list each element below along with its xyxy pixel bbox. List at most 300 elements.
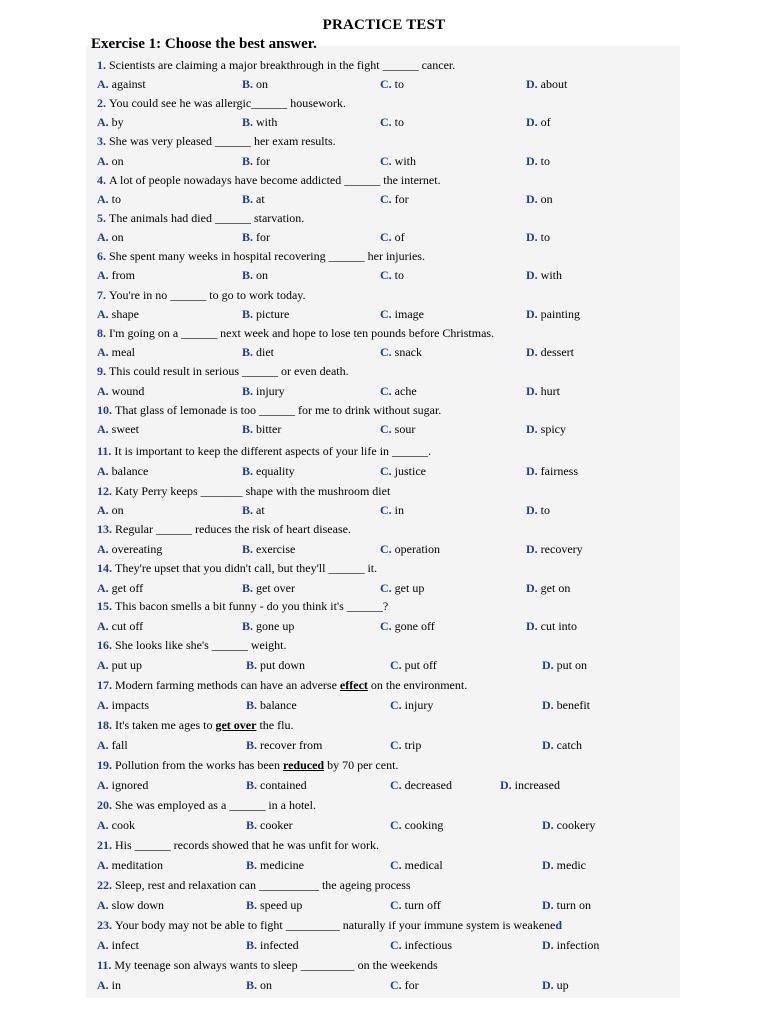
option-c[interactable] (380, 464, 426, 478)
option-d[interactable] (542, 938, 599, 952)
option-a[interactable] (97, 115, 124, 129)
option-text: on (256, 77, 269, 91)
question-number: 23. (97, 918, 115, 932)
question-text: Regular (115, 522, 156, 536)
option-letter: A. (97, 384, 112, 398)
question-text: housework. (287, 96, 346, 110)
question-text: starvation. (250, 211, 305, 225)
option-text: fairness (540, 464, 578, 478)
question-text: cancer. (418, 58, 456, 72)
option-letter: C. (380, 192, 395, 206)
option-c[interactable] (390, 938, 452, 952)
option-b[interactable] (242, 464, 295, 478)
option-text: put up (111, 658, 143, 672)
option-c[interactable] (390, 978, 419, 992)
option-text: infected (260, 938, 299, 952)
option-text: shape (111, 307, 139, 321)
option-a[interactable] (97, 542, 162, 556)
answer-blank: ______ (229, 798, 266, 812)
page-title: PRACTICE TEST (322, 17, 446, 33)
option-a[interactable] (97, 978, 121, 992)
option-letter: D. (526, 619, 541, 633)
question-number: 3. (97, 134, 109, 148)
option-b[interactable] (242, 384, 285, 398)
question-number: 19. (97, 758, 115, 772)
option-d[interactable] (542, 898, 591, 912)
question-number: 14. (97, 561, 115, 575)
question-text: My teenage son always wants to sleep (114, 958, 301, 972)
option-letter: B. (246, 978, 261, 992)
option-letter: B. (242, 422, 257, 436)
option-c[interactable] (380, 154, 416, 168)
option-text: medical (404, 858, 443, 872)
option-text: balance (260, 698, 297, 712)
option-b[interactable] (242, 307, 289, 321)
answer-blank: ______ (214, 134, 251, 148)
question-text: by 70 per cent. (324, 758, 399, 772)
question-number: 21. (97, 838, 115, 852)
option-letter: A. (97, 658, 112, 672)
option-letter: A. (97, 154, 112, 168)
option-text: image (394, 307, 424, 321)
question-text: This bacon smells a bit funny - do you think it's (115, 599, 347, 613)
option-d[interactable] (526, 115, 551, 129)
option-d[interactable] (526, 307, 580, 321)
option-text: justice (394, 464, 426, 478)
question-number: 11. (97, 958, 115, 972)
question-2 (97, 96, 346, 110)
option-letter: C. (390, 858, 405, 872)
option-text: with (256, 115, 278, 129)
option-a[interactable] (97, 154, 124, 168)
option-a[interactable] (97, 658, 142, 672)
option-letter: A. (97, 192, 112, 206)
option-letter: A. (97, 464, 112, 478)
question-21 (97, 838, 379, 852)
option-c[interactable] (380, 115, 404, 129)
option-b[interactable] (242, 619, 294, 633)
option-text: put off (404, 658, 437, 672)
question-number: 10. (97, 403, 115, 417)
option-text: exercise (256, 542, 296, 556)
option-a[interactable] (97, 345, 135, 359)
option-text: infection (556, 938, 600, 952)
question-text: ? (382, 599, 389, 613)
option-text: for (256, 230, 271, 244)
option-letter: A. (97, 230, 112, 244)
option-text: wound (111, 384, 145, 398)
option-c[interactable] (390, 898, 441, 912)
option-b[interactable] (246, 938, 299, 952)
option-a[interactable] (97, 858, 163, 872)
question-text: on the weekends (354, 958, 438, 972)
option-c[interactable] (380, 619, 435, 633)
option-text: injury (256, 384, 285, 398)
option-d[interactable] (542, 738, 582, 752)
option-b[interactable] (246, 698, 297, 712)
option-text: slow down (111, 898, 165, 912)
option-a[interactable] (97, 818, 135, 832)
option-letter: D. (500, 778, 515, 792)
option-text: on (111, 154, 124, 168)
option-letter: B. (242, 619, 257, 633)
question-number: 5. (97, 211, 109, 225)
option-text: on (111, 503, 124, 517)
option-letter: D. (542, 818, 557, 832)
option-d[interactable] (542, 978, 569, 992)
question-number: 6. (97, 249, 109, 263)
option-d[interactable] (526, 192, 553, 206)
option-c[interactable] (380, 230, 405, 244)
option-c[interactable] (390, 818, 443, 832)
option-b[interactable] (246, 658, 305, 672)
question-number: 7. (97, 288, 109, 302)
question-4 (97, 173, 441, 187)
option-c[interactable] (390, 778, 452, 792)
option-b[interactable] (242, 422, 281, 436)
question-text: the internet. (380, 173, 441, 187)
option-c[interactable] (380, 542, 440, 556)
option-text: in (111, 978, 122, 992)
underlined-term: get over (215, 718, 257, 732)
option-a[interactable] (97, 422, 139, 436)
option-b[interactable] (242, 503, 265, 517)
option-text: turn off (404, 898, 441, 912)
option-text: put on (556, 658, 588, 672)
question-6 (97, 249, 425, 263)
option-text: put down (260, 658, 306, 672)
option-d[interactable] (526, 422, 566, 436)
question-text: or even death. (277, 364, 349, 378)
option-a[interactable] (97, 898, 164, 912)
option-text: recovery (540, 542, 583, 556)
option-c[interactable] (390, 858, 443, 872)
option-b[interactable] (242, 345, 274, 359)
option-letter: D. (526, 384, 541, 398)
option-c[interactable] (380, 345, 422, 359)
option-letter: A. (97, 268, 112, 282)
option-a[interactable] (97, 230, 124, 244)
option-letter: B. (242, 384, 257, 398)
option-text: infectious (404, 938, 452, 952)
option-letter: C. (380, 230, 395, 244)
option-letter: D. (526, 345, 541, 359)
option-b[interactable] (242, 230, 270, 244)
option-b[interactable] (242, 581, 295, 595)
option-c[interactable] (380, 192, 409, 206)
option-text: to (394, 268, 405, 282)
question-number: 1. (97, 58, 109, 72)
option-a[interactable] (97, 938, 139, 952)
option-d[interactable] (526, 384, 560, 398)
option-d[interactable] (526, 345, 574, 359)
question-number: 11. (97, 444, 115, 458)
option-letter: A. (97, 307, 112, 321)
option-text: with (394, 154, 417, 168)
option-text: gone off (394, 619, 435, 633)
option-text: benefit (556, 698, 590, 712)
option-c[interactable] (380, 503, 404, 517)
option-a[interactable] (97, 698, 149, 712)
option-c[interactable] (380, 422, 415, 436)
option-text: up (556, 978, 569, 992)
option-text: by (111, 115, 124, 129)
option-text: about (540, 77, 568, 91)
answer-blank: ______ (392, 444, 429, 458)
option-text: speed up (260, 898, 303, 912)
option-d[interactable] (526, 503, 550, 517)
option-a[interactable] (97, 77, 146, 91)
option-text: for (256, 154, 271, 168)
question-number: 12. (97, 484, 115, 498)
option-a[interactable] (97, 581, 143, 595)
answer-blank: ______ (241, 364, 278, 378)
question-text: her injuries. (364, 249, 425, 263)
option-letter: B. (242, 503, 257, 517)
option-c[interactable] (380, 77, 404, 91)
option-letter: D. (542, 898, 557, 912)
option-c[interactable] (380, 384, 417, 398)
option-d[interactable] (526, 230, 550, 244)
option-d[interactable] (526, 619, 577, 633)
question-text: His (115, 838, 135, 852)
question-number: 4. (97, 173, 109, 187)
option-letter: B. (246, 858, 261, 872)
option-text: sour (394, 422, 416, 436)
option-text: on (256, 268, 269, 282)
option-text: of (540, 115, 551, 129)
underlined-term: effect (339, 678, 368, 692)
option-text: contained (260, 778, 307, 792)
option-d[interactable] (500, 778, 560, 792)
option-letter: C. (390, 938, 405, 952)
option-letter: A. (97, 115, 112, 129)
option-text: gone up (256, 619, 295, 633)
answer-blank: _________ (285, 918, 340, 932)
answer-blank: ______ (258, 403, 295, 417)
option-letter: B. (246, 698, 261, 712)
option-letter: D. (542, 658, 557, 672)
exercise-heading: Exercise 1: Choose the best answer. (91, 36, 317, 52)
option-text: injury (404, 698, 434, 712)
option-text: to (111, 192, 122, 206)
option-text: of (394, 230, 405, 244)
question-text: They're upset that you didn't call, but they'll (115, 561, 329, 575)
option-text: impacts (111, 698, 149, 712)
option-letter: D. (526, 154, 541, 168)
question-15 (97, 599, 388, 613)
option-d[interactable] (526, 464, 578, 478)
option-letter: C. (380, 384, 395, 398)
option-letter: D. (542, 938, 557, 952)
option-letter: B. (242, 581, 257, 595)
option-letter: A. (97, 738, 112, 752)
question-text: She spent many weeks in hospital recovering (109, 249, 329, 263)
option-letter: C. (390, 738, 405, 752)
question-text: records showed that he was unfit for work. (170, 838, 379, 852)
option-text: to (540, 503, 551, 517)
question-text: Pollution from the works has been (115, 758, 283, 772)
option-text: fall (111, 738, 128, 752)
answer-blank: ______ (328, 561, 365, 575)
question-text: the ageing process (318, 878, 411, 892)
option-letter: B. (246, 938, 261, 952)
question-text: You could see he was allergic (109, 96, 252, 110)
question-number: 8. (97, 326, 109, 340)
option-text: ignored (111, 778, 149, 792)
question-14 (97, 561, 377, 575)
option-b[interactable] (242, 542, 295, 556)
option-letter: A. (97, 619, 112, 633)
option-b[interactable] (246, 818, 293, 832)
option-letter: C. (380, 115, 395, 129)
option-b[interactable] (242, 115, 277, 129)
option-d[interactable] (526, 154, 550, 168)
option-c[interactable] (390, 658, 437, 672)
question-text: Sleep, rest and relaxation can (115, 878, 259, 892)
option-text: to (540, 230, 551, 244)
option-b[interactable] (246, 898, 302, 912)
option-b[interactable] (246, 978, 272, 992)
option-letter: A. (97, 503, 112, 517)
option-text: get over (256, 581, 295, 595)
option-text: get on (540, 581, 571, 595)
question-8 (97, 326, 494, 340)
option-a[interactable] (97, 268, 135, 282)
option-b[interactable] (246, 858, 304, 872)
option-d[interactable] (526, 268, 562, 282)
option-d[interactable] (542, 818, 595, 832)
option-c[interactable] (380, 307, 424, 321)
option-text: get off (111, 581, 144, 595)
option-letter: A. (97, 698, 112, 712)
option-letter: A. (97, 542, 112, 556)
option-b[interactable] (246, 778, 307, 792)
question-text: her exam results. (250, 134, 336, 148)
option-letter: A. (97, 858, 112, 872)
option-a[interactable] (97, 464, 148, 478)
option-letter: D. (526, 422, 541, 436)
option-text: overeating (111, 542, 163, 556)
option-c[interactable] (390, 738, 421, 752)
option-text: on (260, 978, 273, 992)
option-letter: C. (390, 818, 405, 832)
option-d[interactable] (542, 698, 590, 712)
question-text: The animals had died (109, 211, 215, 225)
option-b[interactable] (242, 268, 268, 282)
answer-blank: ______ (346, 599, 383, 613)
option-text: meditation (111, 858, 163, 872)
option-text: ache (394, 384, 417, 398)
option-letter: B. (242, 77, 257, 91)
option-text: catch (556, 738, 582, 752)
option-text: on (540, 192, 553, 206)
option-text: trip (404, 738, 422, 752)
option-c[interactable] (390, 698, 433, 712)
option-text: dessert (540, 345, 574, 359)
option-d[interactable] (526, 581, 570, 595)
option-a[interactable] (97, 503, 124, 517)
option-text: balance (111, 464, 149, 478)
option-letter: B. (242, 115, 257, 129)
option-a[interactable] (97, 192, 121, 206)
option-letter: A. (97, 938, 112, 952)
option-c[interactable] (380, 268, 404, 282)
question-text: It is important to keep the different aspects of your life in (114, 444, 393, 458)
option-letter: A. (97, 898, 112, 912)
option-letter: B. (242, 230, 257, 244)
option-text: cut into (540, 619, 577, 633)
option-d[interactable] (542, 658, 587, 672)
option-text: equality (256, 464, 295, 478)
question-13 (97, 522, 351, 536)
option-text: painting (540, 307, 580, 321)
option-text: hurt (540, 384, 561, 398)
option-text: increased (514, 778, 560, 792)
question-text: Scientists are claiming a major breakthrough in the fight (109, 58, 383, 72)
option-letter: C. (380, 154, 395, 168)
option-b[interactable] (242, 154, 270, 168)
option-d[interactable] (526, 542, 583, 556)
question-10 (97, 403, 441, 417)
answer-blank: _________ (300, 958, 355, 972)
option-c[interactable] (380, 581, 424, 595)
question-text: That glass of lemonade is too (115, 403, 259, 417)
question-text: I'm going on a (109, 326, 182, 340)
question-number: 2. (97, 96, 109, 110)
option-text: from (111, 268, 135, 282)
question-16 (97, 638, 287, 652)
option-letter: D. (526, 230, 541, 244)
option-text: medicine (260, 858, 304, 872)
option-b[interactable] (242, 77, 268, 91)
option-a[interactable] (97, 307, 139, 321)
option-letter: D. (526, 115, 541, 129)
question-text: naturally if your immune system is weakene (339, 918, 556, 932)
answer-blank: ______ (181, 326, 218, 340)
option-letter: C. (390, 778, 405, 792)
option-letter: C. (390, 898, 405, 912)
option-letter: D. (526, 192, 541, 206)
option-letter: C. (390, 978, 405, 992)
option-letter: C. (380, 345, 395, 359)
option-letter: D. (542, 978, 557, 992)
option-letter: A. (97, 422, 112, 436)
option-a[interactable] (97, 778, 148, 792)
option-letter: B. (242, 268, 257, 282)
question-18 (97, 718, 293, 732)
option-letter: D. (542, 738, 557, 752)
question-text: Katy Perry keeps (115, 484, 201, 498)
option-d[interactable] (526, 77, 567, 91)
option-text: cut off (111, 619, 144, 633)
option-letter: C. (380, 422, 395, 436)
answer-blank: ______ (382, 58, 419, 72)
option-d[interactable] (542, 858, 586, 872)
option-a[interactable] (97, 619, 143, 633)
option-b[interactable] (242, 192, 265, 206)
option-b[interactable] (246, 738, 322, 752)
option-letter: D. (542, 698, 557, 712)
option-a[interactable] (97, 384, 144, 398)
question-text: the flu. (256, 718, 294, 732)
answer-blank: ______ (328, 249, 365, 263)
option-text: cooker (260, 818, 293, 832)
option-letter: C. (380, 619, 395, 633)
option-letter: C. (380, 307, 395, 321)
option-letter: C. (390, 698, 405, 712)
option-a[interactable] (97, 738, 128, 752)
